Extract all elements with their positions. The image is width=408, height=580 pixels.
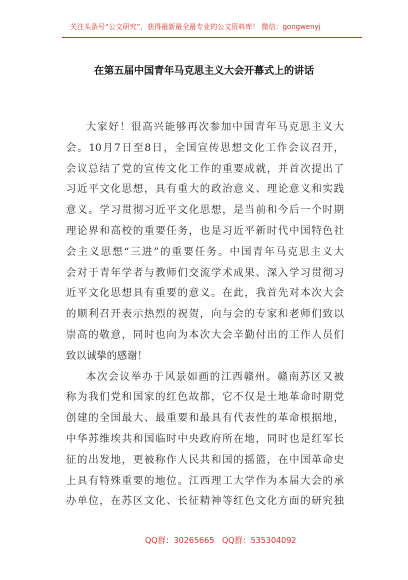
body-line: 征的出发地，更被称作人民共和国的摇篮，在中国革命史 — [66, 454, 344, 466]
body-line: 创建的全国最大、最重要和最具有代表性的革命根据地， — [66, 413, 344, 425]
body-line: 上具有特殊重要的地位。江西理工大学作为本届大会的承 — [66, 475, 344, 487]
body-line: 致以诚挚的感谢！ — [66, 350, 148, 362]
document-title: 在第五届中国青年马克思主义大会开幕式上的讲话 — [94, 66, 314, 77]
body-line: 会对于青年学者与教师们交流学术成果、深入学习贯彻习 — [66, 267, 344, 279]
footer-qq-group-2: QQ群：535304092 — [222, 536, 297, 545]
body-line: 大家好！很高兴能够再次参加中国青年马克思主义大 — [86, 122, 344, 133]
footer-qq-group-1: QQ群：30265665 — [145, 536, 215, 545]
body-line: 理论界和高校的重要任务，也是习近平新时代中国特色社 — [66, 225, 344, 237]
header-divider — [62, 37, 362, 38]
body-line: 的顺利召开表示热烈的祝贺，向与会的专家和老师们致以 — [66, 309, 344, 321]
body-line: 习近平文化思想，具有重大的政治意义、理论意义和实践 — [66, 184, 344, 196]
body-line: 近平文化思想具有重要的意义。在此，我首先对本次大会 — [66, 288, 344, 300]
body-line: 会主义思想“三进”的重要任务。中国青年马克思主义大 — [66, 246, 344, 258]
body-line: 称为我们党和国家的红色故都，它不仅是土地革命时期党 — [66, 392, 344, 404]
body-line: 会议总结了党的宣传文化工作的重要成就，并首次提出了 — [66, 163, 344, 175]
body-line: 本次会议举办于风景如画的江西赣州。赣南苏区又被 — [86, 371, 344, 383]
body-line: 办单位，在苏区文化、长征精神等红色文化方面的研究独 — [66, 496, 344, 508]
header-banner: 关注头条号“公文研究”，获得最新最全最专业的公文资料库！ 微信：gongwenyj — [70, 23, 321, 31]
body-line: 意义。学习贯彻习近平文化思想，是当前和今后一个时期 — [66, 205, 344, 217]
document-body — [66, 118, 344, 513]
body-line: 崇高的敬意，同时也向为本次大会辛勤付出的工作人员们 — [66, 329, 344, 341]
body-line: 会。10月7日至8日，全国宣传思想文化工作会议召开， — [66, 142, 344, 154]
body-line: 中华苏维埃共和国临时中央政府所在地，同时也是红军长 — [66, 433, 344, 445]
